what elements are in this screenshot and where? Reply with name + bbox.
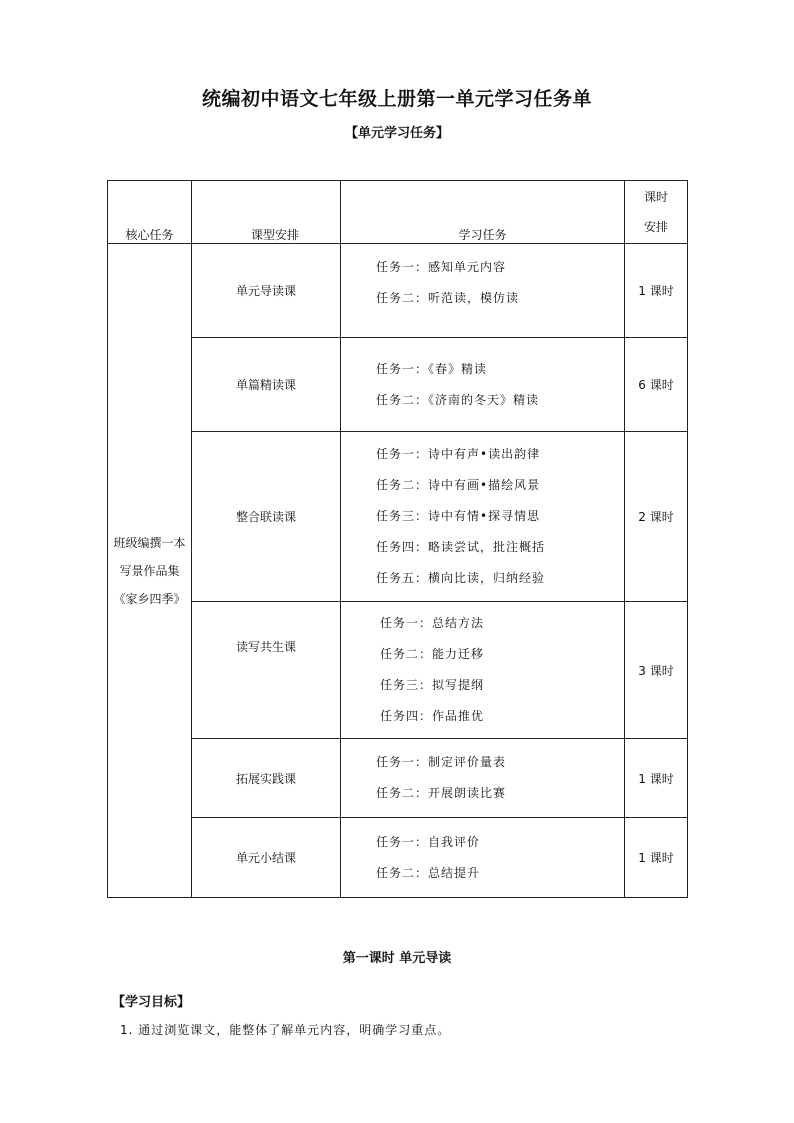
task-item: 任务二：开展朗读比赛 bbox=[376, 786, 507, 800]
lesson-type-cell: 单元导读课 bbox=[192, 244, 341, 338]
header-lesson-type bbox=[192, 181, 341, 244]
task-item: 任务四：略读尝试，批注概括 bbox=[376, 540, 546, 554]
hours-cell: 1 课时 bbox=[625, 244, 688, 338]
task-item: 任务三：诗中有情•探寻情思 bbox=[376, 509, 541, 523]
core-task-cell: 班级编撰一本写景作品集《家乡四季》 bbox=[108, 244, 192, 898]
lesson-type-cell: 单元小结课 bbox=[192, 818, 341, 898]
header-learning-tasks: 学习任务 bbox=[341, 181, 625, 244]
learning-goal-item: 1. 通过浏览课文，能整体了解单元内容，明确学习重点。 bbox=[120, 1023, 451, 1037]
task-item: 任务一：诗中有声•读出韵律 bbox=[376, 447, 541, 461]
hours-cell: 1 课时 bbox=[625, 818, 688, 898]
task-item: 任务一：感知单元内容 bbox=[376, 259, 507, 274]
task-item: 任务二：能力迁移 bbox=[380, 647, 485, 661]
task-list-cell bbox=[341, 602, 625, 739]
task-list-cell bbox=[341, 739, 625, 818]
section-subtitle: 【单元学习任务】 bbox=[344, 126, 449, 141]
task-list-cell bbox=[341, 244, 625, 338]
table-row bbox=[108, 739, 688, 818]
task-item: 任务二：诗中有画•描绘风景 bbox=[376, 478, 541, 492]
header-lesson-type-label: 课型安排 bbox=[250, 228, 299, 242]
task-item: 任务二：总结提升 bbox=[376, 865, 481, 880]
document-title: 统编初中语文七年级上册第一单元学习任务单 bbox=[201, 88, 592, 110]
task-item: 任务二：听范读，模仿读 bbox=[376, 290, 520, 305]
learning-goals-heading: 【学习目标】 bbox=[112, 995, 191, 1010]
header-core-task: 核心任务 bbox=[108, 181, 192, 244]
task-item: 任务一：《春》精读 bbox=[376, 361, 488, 376]
task-list-cell bbox=[341, 818, 625, 898]
header-hours-line1: 课时 bbox=[643, 190, 668, 204]
task-item: 任务三：拟写提纲 bbox=[380, 678, 485, 692]
unit-task-table bbox=[107, 180, 688, 898]
hours-cell: 6 课时 bbox=[625, 338, 688, 432]
task-list-cell bbox=[341, 338, 625, 432]
header-hours-line2: 安排 bbox=[643, 220, 668, 234]
task-item: 任务一：自我评价 bbox=[376, 834, 481, 849]
task-item: 任务四：作品推优 bbox=[380, 709, 485, 723]
task-item: 任务一：制定评价量表 bbox=[376, 755, 507, 769]
task-list-cell bbox=[341, 432, 625, 602]
hours-cell: 3 课时 bbox=[625, 602, 688, 739]
table-row bbox=[108, 602, 688, 739]
table-row bbox=[108, 432, 688, 602]
task-item: 任务二：《济南的冬天》精读 bbox=[376, 392, 540, 407]
lesson-type-cell: 拓展实践课 bbox=[192, 739, 341, 818]
task-item: 任务五：横向比读，归纳经验 bbox=[376, 571, 546, 585]
lesson-type-cell: 整合联读课 bbox=[192, 432, 341, 602]
hours-cell: 1 课时 bbox=[625, 739, 688, 818]
table-row bbox=[108, 818, 688, 898]
table-row bbox=[108, 338, 688, 432]
header-hours bbox=[625, 181, 688, 244]
hours-cell: 2 课时 bbox=[625, 432, 688, 602]
lesson-type-cell: 读写共生课 bbox=[192, 602, 341, 739]
table-header-row bbox=[108, 181, 688, 244]
table-row bbox=[108, 244, 688, 338]
lesson-section-title: 第一课时 单元导读 bbox=[342, 951, 452, 966]
lesson-type-cell: 单篇精读课 bbox=[192, 338, 341, 432]
task-item: 任务一：总结方法 bbox=[380, 616, 485, 630]
